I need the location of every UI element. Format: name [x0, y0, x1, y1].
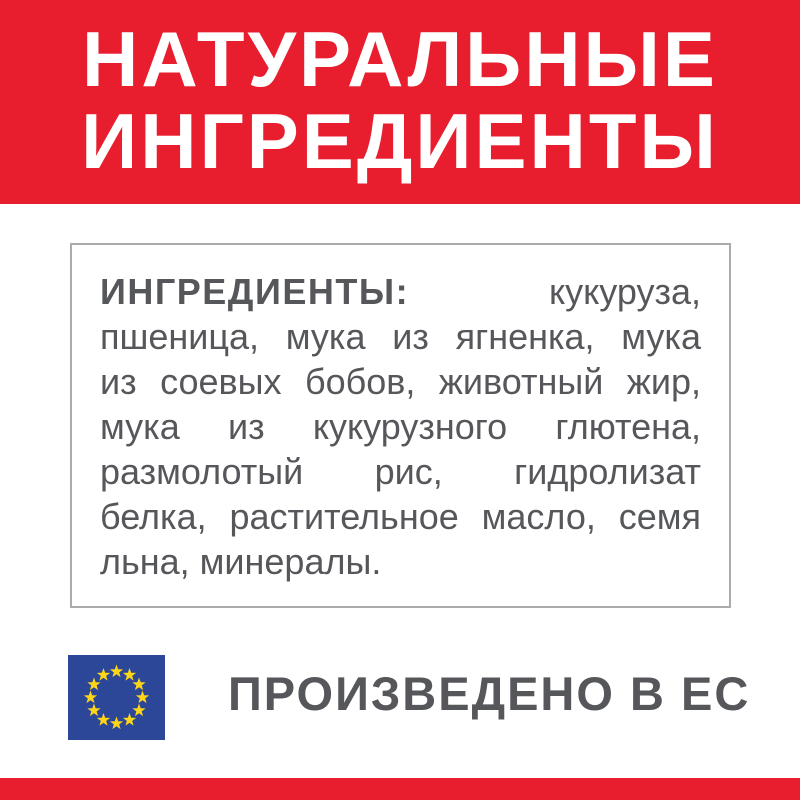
header-banner: [0, 0, 800, 204]
ingredients-line-5: размолотый рис, гидролизат: [100, 451, 701, 492]
headline-line2: ИНГРЕДИЕНТЫ: [81, 97, 719, 185]
ingredients-line-1-text: кукуруза,: [548, 271, 701, 312]
ingredients-box: [70, 243, 731, 608]
eu-flag-icon: [68, 655, 165, 740]
ingredients-line-6: белка, растительное масло, семя: [100, 496, 701, 537]
headline-line1: НАТУРАЛЬНЫЕ: [82, 15, 718, 103]
ingredients-line-7: льна, минералы.: [100, 541, 382, 582]
made-in-eu-text: ПРОИЗВЕДЕНО В ЕС: [228, 667, 751, 720]
ingredients-line-2: пшеница, мука из ягненка, мука: [100, 316, 701, 357]
ingredients-line-1: [100, 269, 701, 314]
ingredients-line-3: из соевых бобов, животный жир,: [100, 361, 701, 402]
ingredients-line-4: мука из кукурузного глютена,: [100, 406, 701, 447]
footer-band: [0, 778, 800, 800]
ingredients-label: ИНГРЕДИЕНТЫ:: [100, 271, 410, 312]
